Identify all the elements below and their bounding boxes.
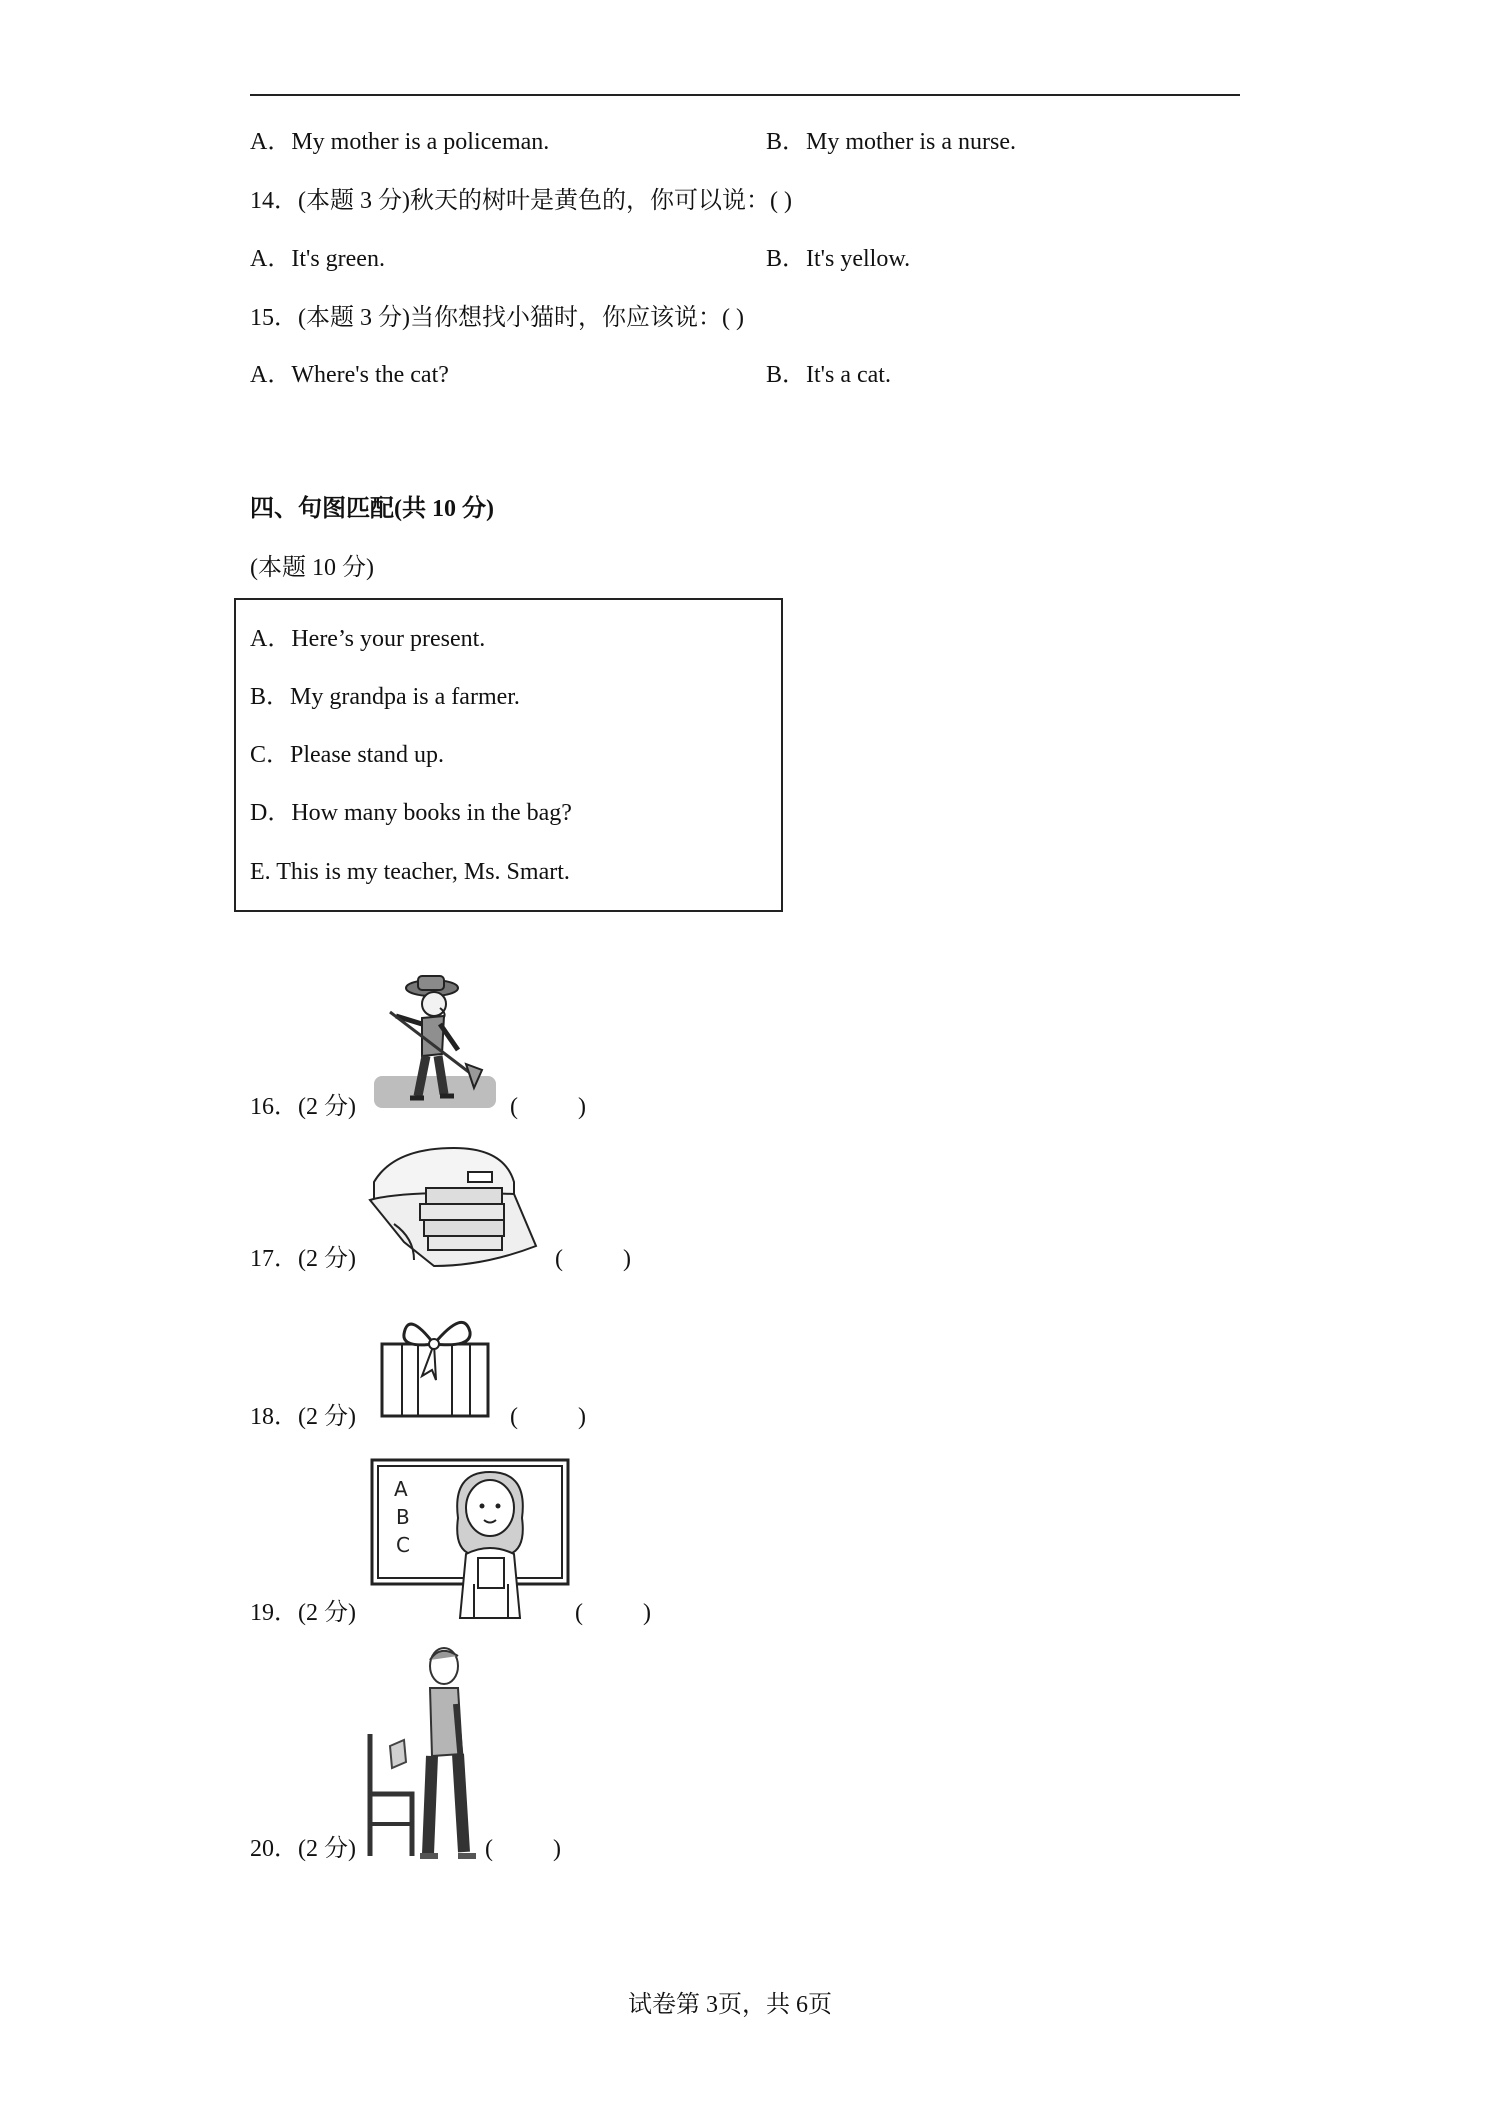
match-option-a: A．Here’s your present. (250, 626, 486, 652)
board-letter-c: C (396, 1533, 410, 1557)
q14-stem: 14．(本题 3 分)秋天的树叶是黄色的，你可以说：( ) (250, 188, 792, 214)
q18-label: 18．(2 分) (250, 1404, 356, 1430)
q20-answer-blank[interactable]: ( ) (485, 1836, 561, 1862)
q17-label: 17．(2 分) (250, 1246, 356, 1272)
schoolbag-books-icon (364, 1142, 542, 1272)
q20-label: 20．(2 分) (250, 1836, 356, 1862)
q13-option-a[interactable]: A．My mother is a policeman. (250, 129, 550, 155)
board-letter-b: B (396, 1505, 410, 1529)
boy-standing-chair-icon (362, 1644, 482, 1868)
section-score-note: (本题 10 分) (250, 555, 374, 581)
farmer-digging-icon (370, 972, 500, 1110)
q19-answer-blank[interactable]: ( ) (575, 1600, 651, 1626)
q19-label: 19．(2 分) (250, 1600, 356, 1626)
q14-option-b[interactable]: B．It's yellow. (766, 246, 911, 272)
q16-answer-blank[interactable]: ( ) (510, 1094, 586, 1120)
section-title: 四、句图匹配(共 10 分) (250, 496, 494, 522)
page-footer: 试卷第 3页，共 6页 (628, 1992, 832, 2018)
q14-option-a[interactable]: A．It's green. (250, 246, 385, 272)
q15-option-a[interactable]: A．Where's the cat? (250, 362, 449, 388)
gift-box-icon (374, 1304, 496, 1420)
top-rule (250, 94, 1240, 96)
q17-answer-blank[interactable]: ( ) (555, 1246, 631, 1272)
q15-stem: 15．(本题 3 分)当你想找小猫时，你应该说：( ) (250, 305, 744, 331)
match-option-b: B．My grandpa is a farmer. (250, 684, 520, 710)
match-option-c: C．Please stand up. (250, 742, 444, 768)
q13-option-b[interactable]: B．My mother is a nurse. (766, 129, 1016, 155)
match-option-e: E. This is my teacher, Ms. Smart. (250, 859, 570, 885)
teacher-blackboard-icon (370, 1458, 570, 1620)
q18-answer-blank[interactable]: ( ) (510, 1404, 586, 1430)
q15-option-b[interactable]: B．It's a cat. (766, 362, 891, 388)
match-option-d: D．How many books in the bag? (250, 800, 572, 826)
board-letter-a: A (394, 1477, 408, 1501)
q16-label: 16．(2 分) (250, 1094, 356, 1120)
